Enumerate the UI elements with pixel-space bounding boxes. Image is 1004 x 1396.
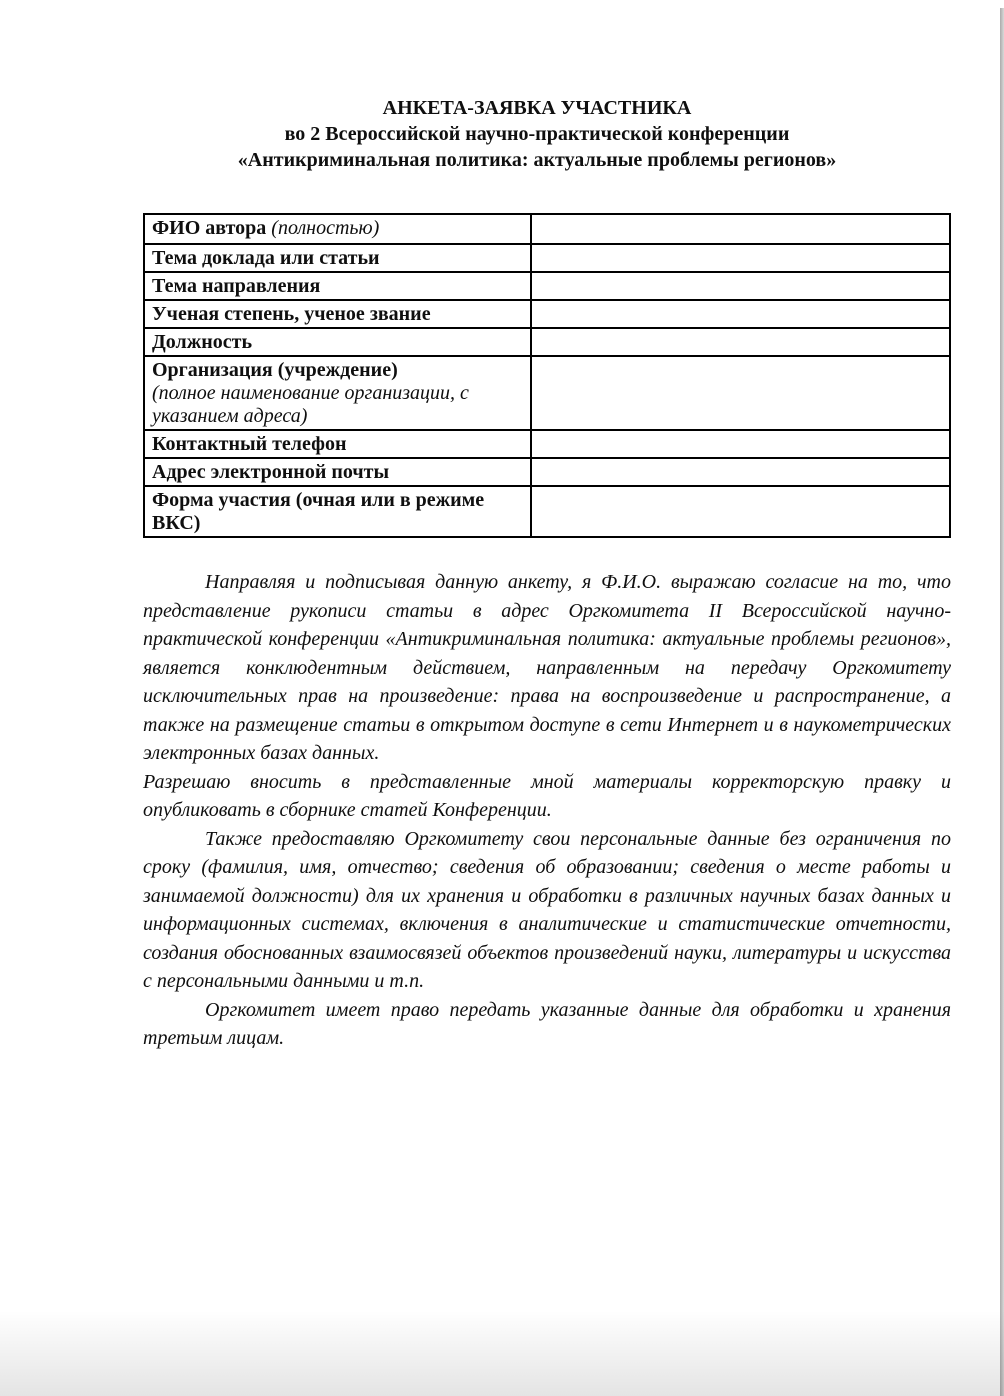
field-label-note: (полное наименование организации, с указанием адреса): [152, 382, 469, 427]
field-label-cell: [144, 214, 531, 244]
field-label-cell: [144, 300, 531, 328]
application-form-table: [143, 213, 951, 538]
table-row: [144, 300, 950, 328]
page-right-edge: [1000, 8, 1004, 1396]
field-label: Организация (учреждение): [152, 359, 398, 381]
field-value-cell[interactable]: [531, 300, 950, 328]
document-title: [143, 95, 951, 173]
consent-paragraph: Направляя и подписывая данную анкету, я Ф.И.О. выражаю согласие на то, что представление рукописи статьи в адрес Оргкомитета II Всероссийской научно-практической конференции «Антикриминальная политика: актуальные проблемы регионов», является конклюдентным действием, направленным на передачу Оргкомитету исключительных прав на произведение: права на воспроизведение и распространение, а также на размещение статьи в открытом доступе в сети Интернет и в наукометрических электронных базах данных.: [143, 571, 951, 764]
consent-paragraph: Оргкомитет имеет право передать указанные данные для обработки и хранения третьим лицам.: [143, 998, 951, 1049]
table-row: [144, 328, 950, 356]
field-label-note: (полностью): [271, 217, 380, 239]
field-label-cell: [144, 272, 531, 300]
field-label-cell: [144, 244, 531, 272]
field-label: Адрес электронной почты: [152, 461, 390, 483]
table-row: [144, 244, 950, 272]
field-label: Контактный телефон: [152, 433, 347, 455]
field-value-cell[interactable]: [531, 356, 950, 430]
field-value-cell[interactable]: [531, 244, 950, 272]
field-value-cell[interactable]: [531, 272, 950, 300]
field-value-cell[interactable]: [531, 486, 950, 537]
title-line-2: во 2 Всероссийской научно-практической конференции: [284, 123, 790, 145]
table-row: [144, 214, 950, 244]
consent-text: [143, 568, 951, 1053]
field-label: Ученая степень, ученое звание: [152, 303, 431, 325]
consent-paragraph: Разрешаю вносить в представленные мной материалы корректорскую правку и опубликовать в сборнике статей Конференции.: [143, 770, 951, 821]
field-label-cell: [144, 458, 531, 486]
table-row: [144, 356, 950, 430]
consent-paragraph: Также предоставляю Оргкомитету свои персональные данные без ограничения по сроку (фамилия, имя, отчество; сведения об образовании; сведения о месте работы и занимаемой должности) для их хранения и обработки в различных научных базах данных и информационных системах, включения в аналитические и статистические отчетности, создания обоснованных взаимосвязей объектов произведений науки, литературы и искусства с персональными данными и т.п.: [143, 827, 951, 992]
field-value-cell[interactable]: [531, 430, 950, 458]
field-value-cell[interactable]: [531, 328, 950, 356]
title-line-1: АНКЕТА-ЗАЯВКА УЧАСТНИКА: [382, 97, 692, 119]
document-content: [143, 95, 951, 1053]
field-value-cell[interactable]: [531, 214, 950, 244]
page-bottom-shadow: [0, 1310, 1004, 1396]
field-label: Форма участия (очная или в режиме ВКС): [152, 489, 485, 534]
field-label-cell: [144, 328, 531, 356]
table-row: [144, 272, 950, 300]
table-row: [144, 486, 950, 537]
field-label: Должность: [152, 331, 253, 353]
field-label-cell: [144, 486, 531, 537]
table-row: [144, 458, 950, 486]
title-line-3: «Антикриминальная политика: актуальные проблемы регионов»: [237, 149, 837, 171]
table-row: [144, 430, 950, 458]
field-label: ФИО автора: [152, 217, 267, 239]
field-value-cell[interactable]: [531, 458, 950, 486]
field-label: Тема доклада или статьи: [152, 247, 380, 269]
field-label-cell: [144, 356, 531, 430]
field-label-cell: [144, 430, 531, 458]
field-label: Тема направления: [152, 275, 321, 297]
